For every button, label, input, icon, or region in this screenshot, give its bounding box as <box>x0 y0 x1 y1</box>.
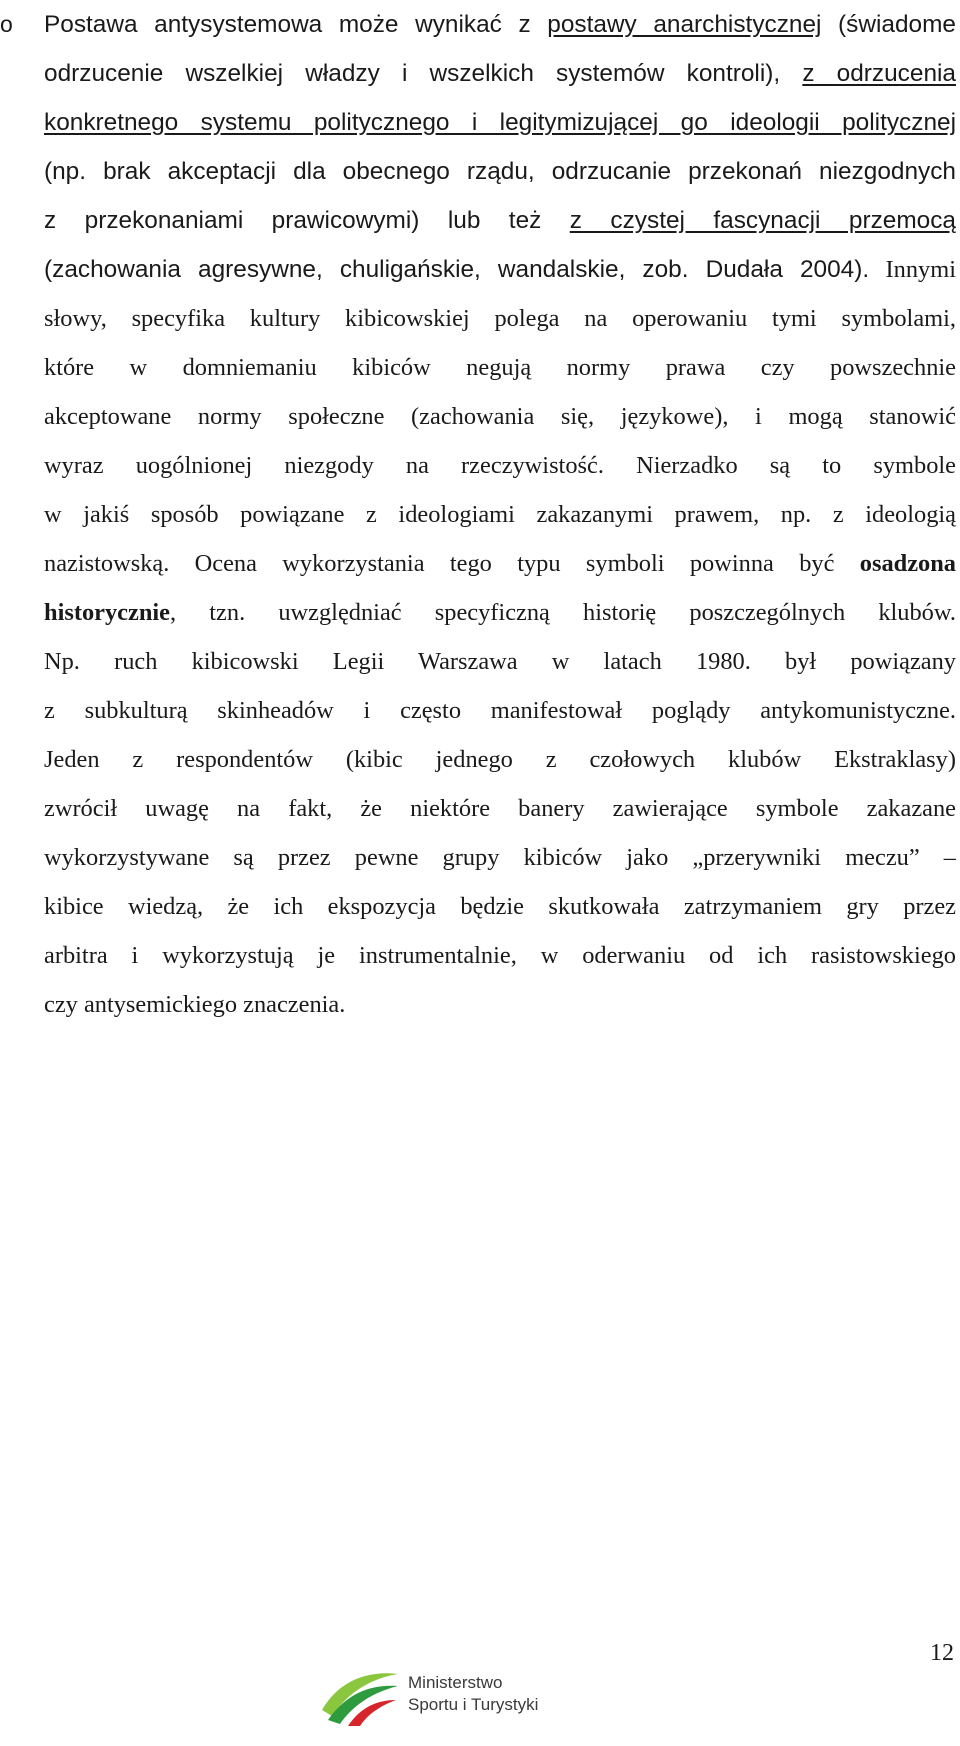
bullet-marker: o <box>0 11 13 37</box>
text-line: w jakiś sposób powiązane z ideologiami zakazanymi prawem, np. z ideologią <box>44 501 956 528</box>
logo-text <box>408 1672 538 1716</box>
ministry-logo <box>318 1664 638 1734</box>
text-line: które w domniemaniu kibiców negują normy prawa czy powszechnie <box>44 354 956 381</box>
text-line: wykorzystywane są przez pewne grupy kibiców jako „przerywniki meczu” – <box>44 844 956 871</box>
text-line: historycznie, tzn. uwzględniać specyficzną historię poszczególnych klubów. <box>44 599 956 626</box>
logo-line-1: Ministerstwo <box>408 1673 503 1692</box>
text-line: Jeden z respondentów (kibic jednego z czołowych klubów Ekstraklasy) <box>44 746 956 773</box>
text-line: nazistowską. Ocena wykorzystania tego typu symboli powinna być osadzona <box>44 550 956 577</box>
logo-line-2: Sportu i Turystyki <box>408 1695 539 1714</box>
text-line: odrzucenie wszelkiej władzy i wszelkich systemów kontroli), z odrzucenia <box>44 60 956 87</box>
text-line: z subkulturą skinheadów i często manifestował poglądy antykomunistyczne. <box>44 697 956 724</box>
text-line: kibice wiedzą, że ich ekspozycja będzie skutkowała zatrzymaniem gry przez <box>44 893 956 920</box>
text-line: arbitra i wykorzystują je instrumentalnie, w oderwaniu od ich rasistowskiego <box>44 942 956 969</box>
text-line: czy antysemickiego znaczenia. <box>44 991 346 1018</box>
text-line: Np. ruch kibicowski Legii Warszawa w latach 1980. był powiązany <box>44 648 956 675</box>
text-line: zwrócił uwagę na fakt, że niektóre banery zawierające symbole zakazane <box>44 795 956 822</box>
body-paragraph <box>44 0 956 1029</box>
text-line: słowy, specyfika kultury kibicowskiej polega na operowaniu tymi symbolami, <box>44 305 956 332</box>
text-line: Postawa antysystemowa może wynikać z postawy anarchistycznej (świadome <box>44 11 956 38</box>
ministry-emblem-icon <box>318 1664 402 1728</box>
text-line <box>44 98 956 147</box>
text-line: z przekonaniami prawicowymi) lub też z czystej fascynacji przemocą <box>44 207 956 234</box>
underlined-phrase: z czystej fascynacji przemocą <box>569 207 956 234</box>
bold-phrase: osadzona <box>859 550 956 577</box>
page-number: 12 <box>930 1640 954 1666</box>
text-line: (np. brak akceptacji dla obecnego rządu, odrzucanie przekonań niezgodnych <box>44 158 956 185</box>
underlined-phrase: konkretnego systemu politycznego i legitymizującej go ideologii politycznej <box>44 109 956 136</box>
underlined-phrase: postawy anarchistycznej <box>547 11 822 38</box>
text-line: wyraz uogólnionej niezgody na rzeczywistość. Nierzadko są to symbole <box>44 452 956 479</box>
underlined-phrase: z odrzucenia <box>802 60 956 87</box>
text-line: akceptowane normy społeczne (zachowania się, językowe), i mogą stanowić <box>44 403 956 430</box>
bold-phrase: historycznie <box>44 599 170 626</box>
text-line: (zachowania agresywne, chuligańskie, wandalskie, zob. Dudała 2004). Innymi <box>44 256 956 283</box>
